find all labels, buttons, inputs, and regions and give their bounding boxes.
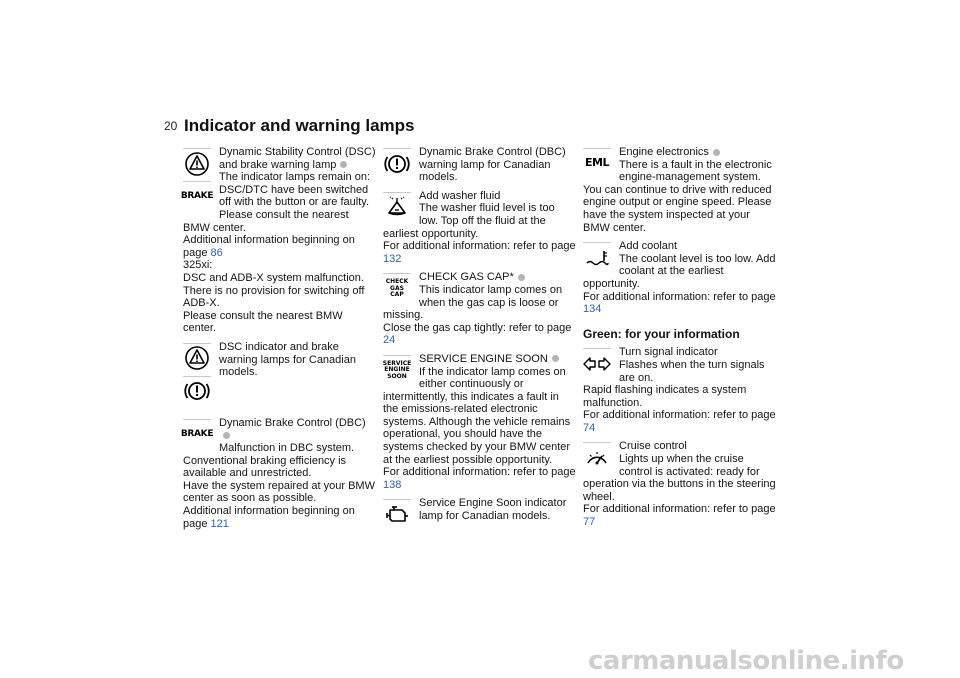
coolant-icon — [583, 242, 611, 272]
engine-icon — [383, 499, 411, 529]
coolant-ref-text: For additional information: refer to page — [583, 290, 776, 303]
entry-dbc-canada — [383, 146, 576, 184]
page-link-24[interactable]: 24 — [383, 334, 396, 347]
watermark: carmanualsonline.info — [588, 646, 904, 676]
page-link-134[interactable]: 134 — [583, 303, 602, 316]
page-link-121[interactable]: 121 — [210, 517, 229, 530]
eml-body: There is a fault in the electronic engine-management system. — [619, 158, 772, 184]
icon-stack — [383, 273, 412, 306]
turn-title: Turn signal indicator — [619, 346, 718, 359]
dsc-body: The indicator lamps remain on: DSC/DTC have been switched off with the button or are faulty. Please consult the nearest BMW center. — [183, 171, 371, 234]
entry-turn-signal — [583, 346, 776, 434]
service-ref-text: For additional information: refer to page — [383, 466, 576, 479]
icon-stack — [183, 343, 212, 409]
eml-icon: EML — [583, 148, 611, 178]
page-link-138[interactable]: 138 — [383, 478, 402, 491]
service-canada-title: Service Engine Soon indicator lamp for Canadian models. — [419, 497, 567, 523]
dbc-repair-text: Have the system repaired at your BMW center as soon as possible. — [183, 479, 375, 505]
dsc-ref-text: Additional information beginning on page — [183, 234, 355, 259]
page-link-74[interactable]: 74 — [583, 421, 596, 434]
dbc-body: Malfunction in DBC system. Conventional braking efficiency is available and unrestricted. — [183, 442, 355, 480]
icon-stack — [383, 355, 412, 388]
page-title: Indicator and warning lamps — [184, 116, 415, 135]
status-dot — [713, 149, 720, 156]
icon-stack — [383, 148, 412, 181]
entry-service-engine — [383, 353, 576, 492]
turn-body-2: Rapid flashing indicates a system malfunction. — [583, 384, 747, 409]
status-dot — [518, 274, 525, 281]
gas-cap-title: CHECK GAS CAP* — [419, 271, 514, 284]
turn-ref-text: For additional information: refer to page — [583, 409, 776, 422]
dbc-ref-text: Additional information beginning on page — [183, 505, 355, 530]
washer-body: The washer fluid level is too low. Top off the fluid at the earliest opportunity. — [383, 202, 555, 240]
cruise-title: Cruise control — [619, 440, 687, 453]
dsc-model-label: 325xi: — [183, 259, 213, 272]
eml-title: Engine electronics — [619, 146, 709, 158]
page-link-132[interactable]: 132 — [383, 252, 402, 265]
coolant-body: The coolant level is too low. Add coolant at the earliest opportunity. — [583, 252, 776, 290]
entry-washer — [383, 190, 576, 266]
page-link-77[interactable]: 77 — [583, 516, 596, 529]
coolant-title: Add coolant — [619, 240, 678, 253]
eml-body-2: You can continue to drive with reduced engine output or engine speed. Please have the system inspected at your BMW center. — [583, 183, 772, 234]
icon-stack — [180, 148, 214, 214]
icon-stack — [583, 442, 612, 475]
icon-stack — [383, 192, 412, 225]
brake-icon: BRAKE — [183, 181, 211, 211]
brake-exclamation-icon — [383, 148, 411, 178]
icon-stack — [583, 242, 612, 275]
gas-cap-ref-text: Close the gas cap tightly: refer to page — [383, 321, 572, 334]
service-engine-soon-icon: SERVICE ENGINE SOON — [383, 355, 411, 385]
entry-engine-electronics — [583, 146, 776, 234]
icon-stack — [383, 499, 412, 532]
icon-stack — [180, 419, 214, 452]
cruise-control-icon — [583, 442, 611, 472]
brake-exclamation-icon — [183, 376, 211, 406]
dsc-title: Dynamic Stability Control (DSC) and brake warning lamp — [219, 146, 376, 171]
status-dot — [223, 432, 230, 439]
washer-fluid-icon — [383, 192, 411, 222]
check-gas-cap-icon: CHECK GAS CAP — [383, 273, 411, 303]
page-number: 20 — [164, 119, 178, 133]
washer-title: Add washer fluid — [419, 189, 501, 202]
icon-stack — [583, 348, 612, 381]
brake-icon: BRAKE — [183, 419, 211, 449]
entry-dbc — [180, 416, 376, 530]
dsc-adbx-text: DSC and ADB-X system malfunction. There is no provision for switching off ADB-X. — [183, 271, 365, 310]
entry-service-canada — [383, 497, 576, 534]
section-heading-green: Green: for your information — [583, 326, 740, 341]
entry-gas-cap — [383, 271, 576, 347]
dsc-canada-title: DSC indicator and brake warning lamps for Canadian models. — [219, 340, 356, 379]
column-3 — [583, 146, 776, 535]
warning-triangle-icon — [183, 148, 211, 178]
dbc-title: Dynamic Brake Control (DBC) — [219, 416, 366, 429]
page-link-86[interactable]: 86 — [210, 246, 223, 259]
icon-stack — [583, 148, 612, 181]
turn-body: Flashes when the turn signals are on. — [619, 358, 765, 384]
status-dot — [552, 355, 559, 362]
dsc-consult-text: Please consult the nearest BMW center. — [183, 309, 343, 335]
cruise-body: Lights up when the cruise control is activated: ready for operation via the buttons in the steering wheel. — [583, 453, 776, 503]
cruise-ref-text: For additional information: refer to page — [583, 503, 776, 516]
dbc-canada-title: Dynamic Brake Control (DBC) warning lamp for Canadian models. — [419, 146, 566, 184]
gas-cap-body: This indicator lamp comes on when the gas cap is loose or missing. — [383, 283, 563, 322]
column-1 — [180, 146, 376, 536]
service-body: If the indicator lamp comes on either continuously or intermittently, this indicates a fault in the emissions-related electronic systems. Although the vehicle remains operational, you should have the systems checked by your BMW center at the earliest possible opportunity. — [383, 365, 571, 466]
entry-dsc-canada — [183, 341, 376, 411]
entry-cruise-control — [583, 440, 776, 528]
status-dot — [340, 161, 347, 168]
entry-coolant — [583, 240, 776, 316]
warning-triangle-icon — [183, 343, 211, 373]
column-2 — [383, 146, 576, 540]
washer-ref-text: For additional information: refer to page — [383, 240, 576, 253]
turn-signal-icon — [583, 348, 611, 378]
entry-dsc — [180, 146, 376, 335]
service-title: SERVICE ENGINE SOON — [419, 352, 548, 365]
